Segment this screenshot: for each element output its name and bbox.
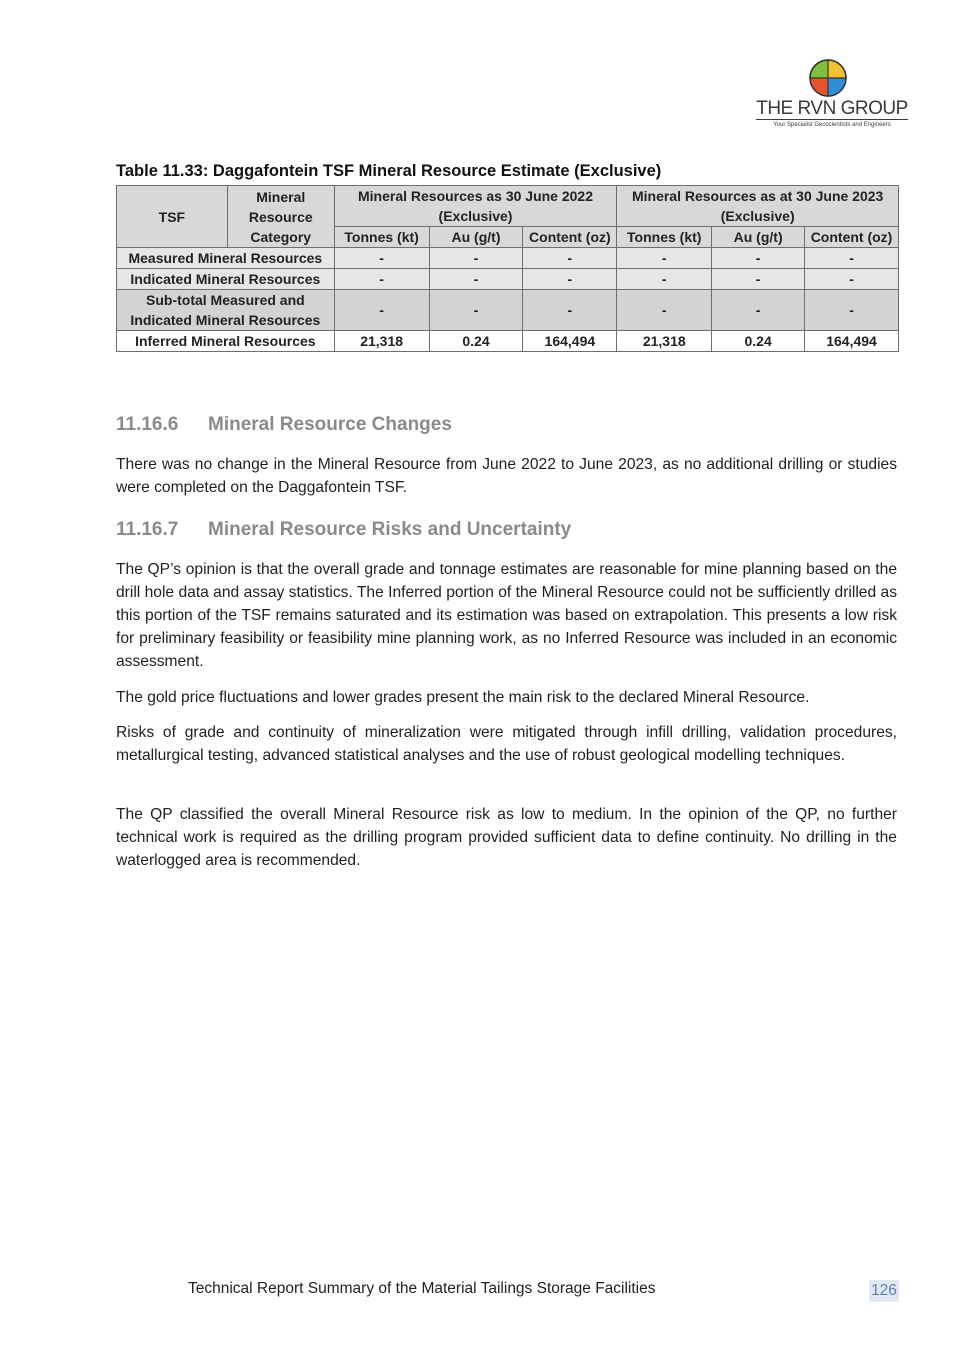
section-heading [116,519,571,541]
table-cell: - [617,269,712,290]
paragraph: The QP classified the overall Mineral Resource risk as low to medium. In the opinion of the QP, no further technical work is required as the drilling program provided sufficient data to define continuity. No drilling in the waterlogged area is recommended. [116,806,897,869]
logo-divider [756,119,908,120]
table-cell: 164,494 [523,331,617,352]
company-logo [752,58,912,134]
table-row [117,331,899,352]
logo-name: THE RVN GROUP [756,98,908,119]
table-cell: 0.24 [429,331,523,352]
table-cell: - [523,248,617,269]
header-content: Content (oz) [523,227,617,248]
header-content: Content (oz) [805,227,899,248]
table-cell: - [429,248,523,269]
table-cell: - [617,248,712,269]
paragraph: The QP’s opinion is that the overall grade and tonnage estimates are reasonable for mine planning based on the drill hole data and assay statistics. The Inferred portion of the Mineral Resource could not be sufficiently drilled as this portion of the TSF remains saturated and its estimation was based on extrapolation. This presents a low risk for preliminary feasibility or feasibility mine planning work, as no Inferred Resource was included in an economic assessment. [116,561,897,670]
table-cell: - [334,290,429,331]
section-title: Mineral Resource Changes [208,414,452,435]
header-tsf: TSF [117,186,228,248]
table-cell: - [712,269,805,290]
table-cell: - [429,269,523,290]
table-cell: - [805,290,899,331]
table-cell: - [712,248,805,269]
paragraph: There was no change in the Mineral Resource from June 2022 to June 2023, as no additional drilling or studies were completed on the Daggafontein TSF. [116,456,897,496]
table-title: Table 11.33: Daggafontein TSF Mineral Resource Estimate (Exclusive) [116,162,662,180]
table-row [117,269,899,290]
table-row [117,290,899,331]
section-heading [116,414,452,436]
table-cell: 164,494 [805,331,899,352]
header-period-2022: Mineral Resources as 30 June 2022 (Exclusive) [334,186,617,227]
section-number: 11.16.6 [116,414,179,435]
paragraph: Risks of grade and continuity of mineralization were mitigated through infill drilling, validation procedures, metallurgical testing, advanced statistical analyses and the use of robust geological modelling techniques. [116,724,897,764]
logo-tagline: Your Specialist Geoscientists and Engineers [773,122,891,128]
table-cell: - [429,290,523,331]
row-label: Sub-total Measured and Indicated Mineral Resources [117,290,335,331]
header-tonnes: Tonnes (kt) [334,227,429,248]
footer-text: Technical Report Summary of the Material Tailings Storage Facilities [188,1280,656,1297]
table-cell: - [523,290,617,331]
row-label: Indicated Mineral Resources [117,269,335,290]
paragraph: The gold price fluctuations and lower grades present the main risk to the declared Mineral Resource. [116,689,810,706]
header-au: Au (g/t) [712,227,805,248]
table-cell: - [805,248,899,269]
logo-circle-icon [808,58,848,98]
table-cell: 0.24 [712,331,805,352]
table-cell: 21,318 [617,331,712,352]
header-period-2023: Mineral Resources as at 30 June 2023 (Exclusive) [617,186,899,227]
page-number: 126 [869,1280,899,1302]
header-au: Au (g/t) [429,227,523,248]
section-number: 11.16.7 [116,519,179,540]
row-label: Inferred Mineral Resources [117,331,335,352]
header-category: Mineral Resource Category [227,186,334,248]
resource-table [116,185,899,352]
header-tonnes: Tonnes (kt) [617,227,712,248]
table-cell: - [523,269,617,290]
table-row [117,248,899,269]
row-label: Measured Mineral Resources [117,248,335,269]
section-title: Mineral Resource Risks and Uncertainty [208,519,572,540]
table-header-row [117,186,899,227]
table-cell: - [712,290,805,331]
table-cell: - [805,269,899,290]
table-cell: - [334,269,429,290]
table-cell: - [334,248,429,269]
table-cell: 21,318 [334,331,429,352]
table-cell: - [617,290,712,331]
